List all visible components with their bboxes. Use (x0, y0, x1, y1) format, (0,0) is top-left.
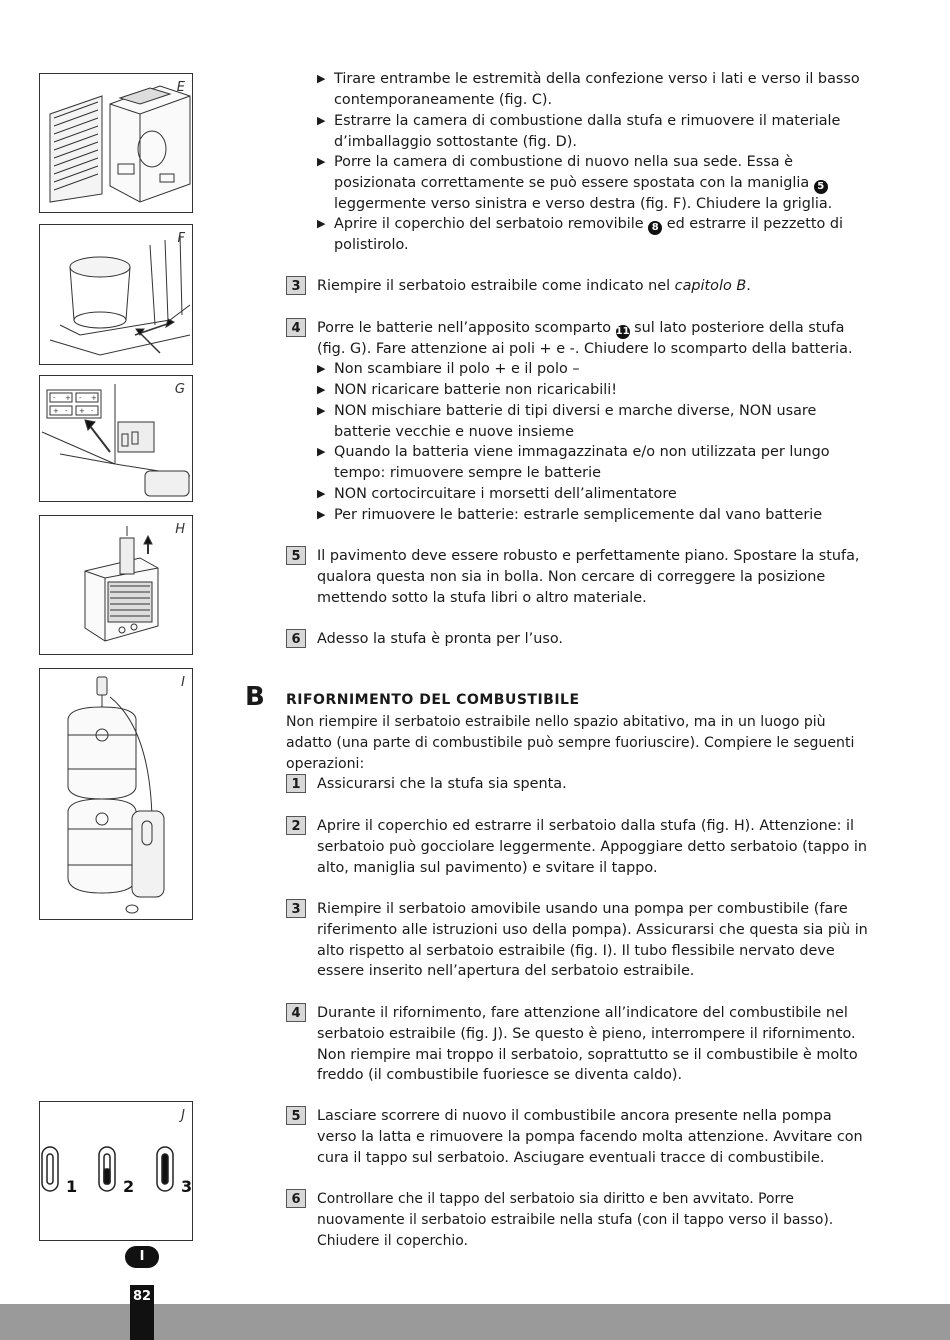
remove-tank-illustration (40, 516, 192, 654)
figure-letter: E (176, 80, 185, 95)
bullet-text: Aprire il coperchio del serbatoio removibile 8 ed estrarre il pezzetto di polistirolo. (334, 216, 844, 253)
figure-j (39, 1101, 193, 1241)
bullet-item (317, 484, 868, 505)
step-text: Porre le batterie nell’apposito scomparto 11 sul lato posteriore della stufa (fig. G). Fare attenzione ai poli + e -. Chiudere lo scomparto della batteria. (317, 320, 853, 357)
triangle-bullet-icon: ▶ (317, 217, 326, 230)
step-number: 5 (286, 546, 306, 565)
step-number: 6 (286, 1189, 306, 1208)
battery-polarity-mark: - (91, 407, 94, 415)
step-text: Controllare che il tappo del serbatoio sia diritto e ben avvitato. Porre nuovamente il serbatoio estraibile nella stufa (con il tappo verso il basso). Chiudere il coperchio. (317, 1191, 834, 1249)
bullet-item (317, 69, 868, 111)
figure-letter: G (174, 382, 185, 397)
triangle-bullet-icon: ▶ (317, 445, 326, 458)
figure-letter: F (177, 231, 185, 246)
step-number: 6 (286, 629, 306, 648)
page-number: 82 (132, 1289, 152, 1304)
section-intro: Non riempire il serbatoio estraibile nello spazio abitativo, ma in un luogo più adatto (una parte di combustibile può sempre fuoriuscire). Compiere le seguenti operazioni: (286, 714, 855, 772)
bullet-item (317, 214, 868, 256)
bullet-text: Non scambiare il polo + e il polo – (334, 361, 580, 377)
bullet-text: Porre la camera di combustione di nuovo nella sua sede. Essa è posizionata correttamente se può essere spostata con la maniglia 5 leggermente verso sinistra e verso destra (fig. F). Chiudere la griglia. (334, 154, 833, 212)
triangle-bullet-icon: ▶ (317, 362, 326, 375)
step-text: Il pavimento deve essere robusto e perfettamente piano. Spostare la stufa, qualora questa non sia in bolla. Non cercare di correggere la posizione mettendo sotto la stufa libri o altro materiale. (317, 548, 860, 606)
bullet-item (317, 359, 868, 380)
step-text: Adesso la stufa è pronta per l’uso. (317, 631, 563, 647)
triangle-bullet-icon: ▶ (317, 508, 326, 521)
section-title: RIFORNIMENTO DEL COMBUSTIBILE (286, 692, 580, 708)
step-text: Riempire il serbatoio amovibile usando una pompa per combustibile (fare riferimento alle istruzioni uso della pompa). Assicurarsi che questa sia più in alto rispetto al serbatoio estraibile (fig. I). Il tubo flessibile nervato deve essere inserito nell’apertura del serbatoio estraibile. (317, 901, 868, 980)
battery-polarity-mark: + (79, 407, 85, 415)
triangle-bullet-icon: ▶ (317, 155, 326, 168)
indicator-level-label: 1 (66, 1177, 78, 1196)
step-text: Aprire il coperchio ed estrarre il serbatoio dalla stufa (fig. H). Attenzione: il serbatoio può gocciolare leggermente. Appoggiare detto serbatoio (tappo in alto, maniglia sul pavimento) e svitare il tappo. (317, 818, 867, 876)
figure-i (39, 668, 193, 920)
fuel-indicator-illustration (40, 1102, 192, 1240)
figure-h (39, 515, 193, 655)
bullet-text: Per rimuovere le batterie: estrarle semplicemente dal vano batterie (334, 507, 823, 523)
step-text: Lasciare scorrere di nuovo il combustibile ancora presente nella pompa verso la latta e rimuovere la pompa facendo molta attenzione. Avvitare con cura il tappo sul serbatoio. Asciugare eventuali tracce di combustibile. (317, 1108, 863, 1166)
figure-e (39, 73, 193, 213)
bullet-item (317, 111, 868, 153)
battery-polarity-mark: + (65, 394, 71, 402)
section-letter: B (245, 682, 265, 712)
bullet-text: Quando la batteria viene immagazzinata e/o non utilizzata per lungo tempo: rimuovere sempre le batterie (334, 444, 830, 481)
step-number: 3 (286, 899, 306, 918)
battery-compartment-illustration (40, 376, 192, 501)
figure-g (39, 375, 193, 502)
battery-polarity-mark: - (79, 394, 82, 402)
triangle-bullet-icon: ▶ (317, 487, 326, 500)
battery-polarity-mark: + (53, 407, 59, 415)
bullet-text: Estrarre la camera di combustione dalla stufa e rimuovere il materiale d’imballaggio sottostante (fig. D). (334, 113, 841, 150)
bullet-item (317, 401, 868, 443)
step-text: Riempire il serbatoio estraibile come indicato nel capitolo B. (317, 278, 751, 294)
step-text: Assicurarsi che la stufa sia spenta. (317, 776, 567, 792)
step-number: 2 (286, 816, 306, 835)
step-number: 3 (286, 276, 306, 295)
bullet-text: Tirare entrambe le estremità della confezione verso i lati e verso il basso contemporaneamente (fig. C). (334, 71, 860, 108)
bullet-text: NON mischiare batterie di tipi diversi e marche diverse, NON usare batterie vecchie e nuove insieme (334, 403, 817, 440)
figure-letter: I (181, 675, 185, 690)
battery-polarity-mark: - (65, 407, 68, 415)
battery-polarity-mark: - (53, 394, 56, 402)
part-number-badge: 11 (615, 326, 630, 337)
battery-polarity-mark: + (91, 394, 97, 402)
heater-grille-illustration (40, 74, 192, 212)
triangle-bullet-icon: ▶ (317, 114, 326, 127)
step-number: 5 (286, 1106, 306, 1125)
step-number: 4 (286, 318, 306, 337)
part-number-badge: 5 (814, 180, 828, 194)
bullet-text: NON cortocircuitare i morsetti dell’alimentatore (334, 486, 677, 502)
figure-letter: H (175, 522, 185, 537)
step-number: 1 (286, 774, 306, 793)
step-text: Durante il rifornimento, fare attenzione all’indicatore del combustibile nel serbatoio estraibile (fig. J). Se questo è pieno, interrompere il rifornimento. Non riempire mai troppo il serbatoio, soprattutto se il combustibile è molto freddo (il combustibile fuoriesce se diventa caldo). (317, 1005, 858, 1084)
bullet-text: NON ricaricare batterie non ricaricabili! (334, 382, 617, 398)
indicator-level-label: 3 (181, 1177, 192, 1196)
indicator-level-label: 2 (123, 1177, 135, 1196)
step-number: 4 (286, 1003, 306, 1022)
triangle-bullet-icon: ▶ (317, 383, 326, 396)
bullet-item (317, 442, 868, 484)
figure-f (39, 224, 193, 365)
refuel-pump-illustration (40, 669, 192, 919)
bullet-item (317, 380, 868, 401)
bullet-item (317, 505, 868, 526)
triangle-bullet-icon: ▶ (317, 404, 326, 417)
language-badge: I (125, 1246, 159, 1268)
part-number-badge: 8 (648, 221, 662, 235)
figure-letter: J (181, 1108, 185, 1123)
triangle-bullet-icon: ▶ (317, 72, 326, 85)
combustion-chamber-illustration (40, 225, 192, 364)
bullet-item (317, 152, 868, 215)
